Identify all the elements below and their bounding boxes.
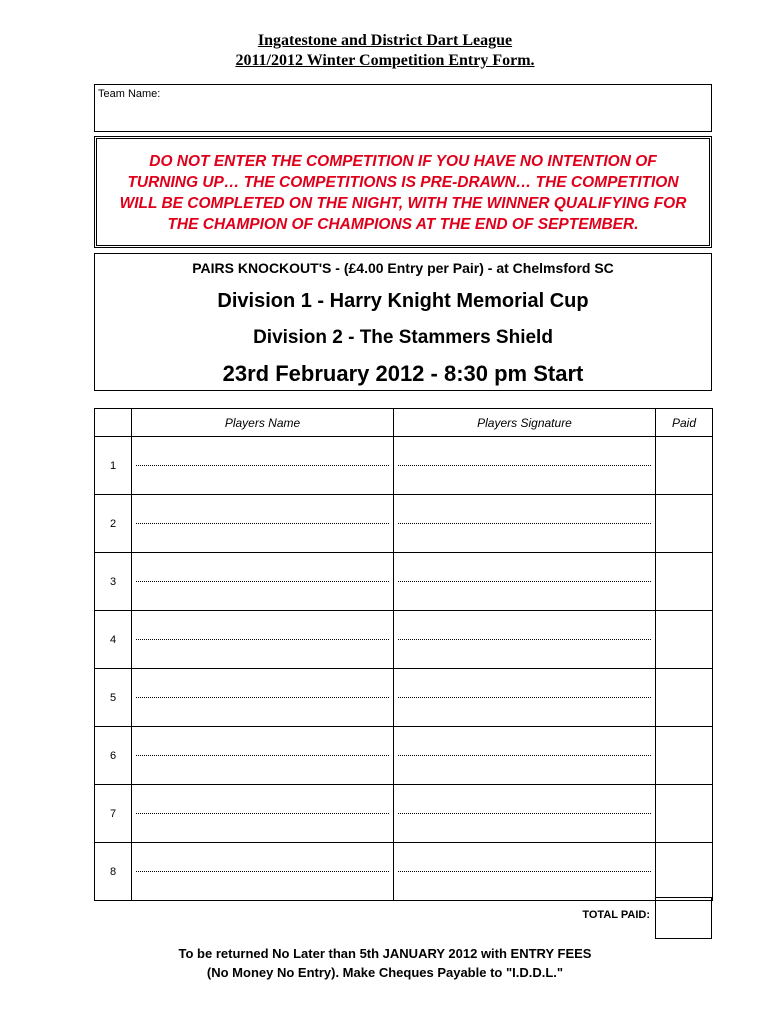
warning-line: DO NOT ENTER THE COMPETITION IF YOU HAVE NO INTENTION OF xyxy=(149,153,657,170)
player-signature-cell[interactable] xyxy=(394,785,656,843)
player-name-cell[interactable] xyxy=(132,843,394,901)
warning-line: THE CHAMPION OF CHAMPIONS AT THE END OF SEPTEMBER. xyxy=(167,216,639,233)
player-name-cell[interactable] xyxy=(132,785,394,843)
players-signature-header: Players Signature xyxy=(394,409,656,437)
player-signature-cell[interactable] xyxy=(394,669,656,727)
team-name-label: Team Name: xyxy=(98,88,161,100)
table-row xyxy=(95,611,713,669)
player-name-cell[interactable] xyxy=(132,437,394,495)
payment-instructions: (No Money No Entry). Make Cheques Payable to "I.D.D.L." xyxy=(206,965,564,980)
row-number: 4 xyxy=(95,611,132,669)
total-paid-field[interactable] xyxy=(655,897,712,939)
table-row xyxy=(95,785,713,843)
table-row xyxy=(95,727,713,785)
event-date: 23rd February 2012 - 8:30 pm Start xyxy=(222,361,584,386)
player-signature-cell[interactable] xyxy=(394,611,656,669)
player-name-cell[interactable] xyxy=(132,727,394,785)
total-paid-label: TOTAL PAID: xyxy=(582,909,650,921)
paid-cell[interactable] xyxy=(656,785,713,843)
warning-line: TURNING UP… THE COMPETITIONS IS PRE-DRAWN… THE COMPETITION xyxy=(127,174,679,191)
paid-cell[interactable] xyxy=(656,727,713,785)
player-signature-cell[interactable] xyxy=(394,553,656,611)
row-number: 1 xyxy=(95,437,132,495)
table-row xyxy=(95,437,713,495)
paid-cell[interactable] xyxy=(656,843,713,901)
warning-box xyxy=(94,136,712,248)
warning-line: WILL BE COMPLETED ON THE NIGHT, WITH THE WINNER QUALIFYING FOR xyxy=(119,195,687,212)
table-row xyxy=(95,553,713,611)
paid-cell[interactable] xyxy=(656,495,713,553)
player-name-cell[interactable] xyxy=(132,669,394,727)
players-table xyxy=(94,408,713,901)
row-number: 5 xyxy=(95,669,132,727)
division-1: Division 1 - Harry Knight Memorial Cup xyxy=(217,290,589,312)
player-signature-cell[interactable] xyxy=(394,727,656,785)
table-row xyxy=(95,669,713,727)
form-subtitle: 2011/2012 Winter Competition Entry Form. xyxy=(235,52,535,69)
player-name-cell[interactable] xyxy=(132,553,394,611)
row-number: 8 xyxy=(95,843,132,901)
table-header xyxy=(95,409,713,437)
paid-cell[interactable] xyxy=(656,611,713,669)
paid-cell[interactable] xyxy=(656,669,713,727)
player-name-cell[interactable] xyxy=(132,611,394,669)
player-signature-cell[interactable] xyxy=(394,843,656,901)
paid-cell[interactable] xyxy=(656,553,713,611)
row-number: 2 xyxy=(95,495,132,553)
number-header xyxy=(95,409,132,437)
form-title: Ingatestone and District Dart League xyxy=(257,32,513,49)
row-number: 6 xyxy=(95,727,132,785)
division-2: Division 2 - The Stammers Shield xyxy=(253,327,553,348)
knockout-info: PAIRS KNOCKOUT'S - (£4.00 Entry per Pair) - at Chelmsford SC xyxy=(192,260,614,276)
paid-cell[interactable] xyxy=(656,437,713,495)
row-number: 3 xyxy=(95,553,132,611)
players-name-header: Players Name xyxy=(132,409,394,437)
row-number: 7 xyxy=(95,785,132,843)
player-signature-cell[interactable] xyxy=(394,495,656,553)
player-signature-cell[interactable] xyxy=(394,437,656,495)
return-instructions: To be returned No Later than 5th JANUARY 2012 with ENTRY FEES xyxy=(178,946,592,961)
player-name-cell[interactable] xyxy=(132,495,394,553)
team-name-field[interactable] xyxy=(94,84,712,132)
paid-header: Paid xyxy=(656,409,713,437)
table-row xyxy=(95,495,713,553)
table-row xyxy=(95,843,713,901)
